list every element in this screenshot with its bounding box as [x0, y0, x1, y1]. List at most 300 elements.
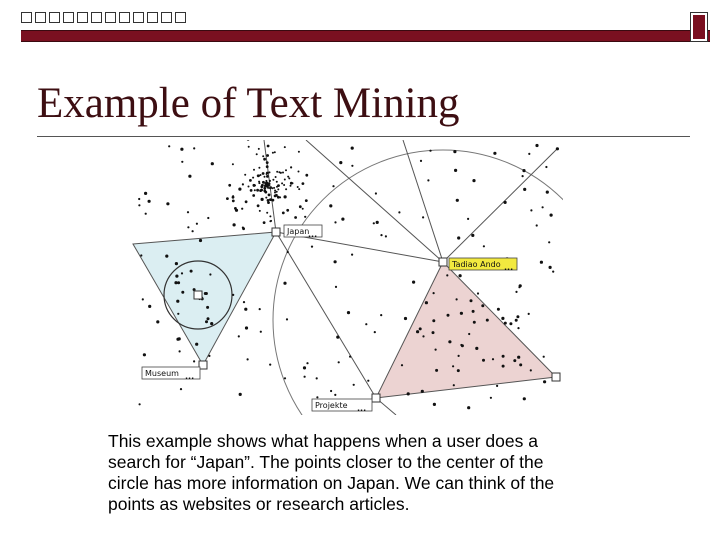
data-point	[277, 184, 280, 187]
data-point	[432, 319, 435, 322]
data-point	[398, 211, 400, 213]
data-point	[233, 223, 236, 226]
data-point	[195, 343, 198, 346]
data-point	[452, 365, 454, 367]
data-point	[276, 181, 278, 183]
data-point	[475, 347, 478, 350]
data-point	[335, 286, 337, 288]
data-point	[178, 337, 181, 340]
data-point	[425, 301, 428, 304]
data-point	[509, 322, 512, 325]
data-point	[351, 254, 353, 256]
data-point	[329, 204, 332, 207]
data-point	[373, 222, 375, 224]
data-point	[407, 392, 410, 395]
data-point	[294, 216, 297, 219]
data-point	[419, 327, 422, 330]
data-point	[272, 199, 275, 202]
data-point	[244, 174, 246, 176]
data-point	[447, 314, 450, 317]
museum-label-more: ...	[185, 372, 195, 381]
text-mining-diagram	[128, 140, 563, 415]
data-point	[304, 376, 306, 378]
data-point	[177, 313, 179, 315]
data-point	[196, 223, 198, 225]
data-point	[285, 188, 287, 190]
data-point	[420, 160, 422, 162]
data-point	[380, 234, 382, 236]
data-point	[188, 175, 191, 178]
data-point	[287, 251, 289, 253]
data-point	[249, 179, 252, 182]
data-point	[316, 377, 318, 379]
data-point	[285, 169, 287, 171]
data-point	[238, 335, 240, 337]
data-point	[148, 305, 151, 308]
data-point	[429, 150, 431, 152]
data-point	[175, 262, 178, 265]
data-point	[496, 385, 498, 387]
data-point	[375, 192, 377, 194]
data-point	[253, 184, 256, 187]
data-point	[461, 344, 464, 347]
data-point	[274, 190, 276, 192]
data-point	[262, 172, 265, 175]
data-point	[349, 356, 351, 358]
data-point	[341, 218, 344, 221]
data-point	[148, 200, 151, 203]
slide-caption: This example shows what happens when a user does a search for “Japan”. The points closer to the center of the circle has more information on Japan. We can think of the points as websites or research articles.	[108, 431, 555, 514]
data-point	[286, 209, 289, 212]
text-mining-figure	[128, 140, 563, 415]
data-point	[433, 292, 435, 294]
data-point	[422, 335, 424, 337]
data-point	[165, 255, 168, 258]
data-point	[334, 394, 336, 396]
data-point	[481, 304, 484, 307]
decorative-square	[105, 12, 116, 23]
data-point	[260, 174, 262, 176]
data-point	[435, 349, 437, 351]
data-point	[454, 169, 457, 172]
data-point	[272, 179, 274, 181]
data-point	[284, 377, 286, 379]
data-point	[179, 350, 181, 352]
data-point	[543, 356, 545, 358]
data-point	[298, 151, 300, 153]
data-point	[456, 199, 459, 202]
projekte-label	[312, 399, 372, 413]
museum-center-node	[194, 291, 202, 299]
data-point	[548, 241, 550, 243]
data-point	[283, 282, 286, 285]
data-point	[269, 187, 271, 189]
data-point	[269, 171, 271, 173]
data-point	[145, 213, 147, 215]
data-point	[209, 273, 211, 275]
data-point	[433, 403, 436, 406]
data-point	[263, 221, 266, 224]
data-point	[330, 390, 332, 392]
data-point	[181, 161, 183, 163]
title-bar-stripe	[21, 30, 710, 42]
data-point	[175, 275, 178, 278]
data-point	[502, 365, 505, 368]
data-point	[274, 195, 277, 198]
corner-node	[552, 373, 560, 381]
data-point	[502, 355, 505, 358]
top-decoration	[0, 0, 720, 44]
data-point	[248, 146, 250, 148]
data-point	[190, 270, 193, 273]
data-point	[281, 182, 283, 184]
data-point	[334, 260, 337, 263]
data-point	[267, 145, 270, 148]
data-point	[515, 291, 517, 293]
data-point	[523, 188, 526, 191]
data-point	[332, 185, 334, 187]
data-point	[376, 221, 379, 224]
data-point	[138, 204, 140, 206]
data-point	[517, 327, 519, 329]
data-point	[282, 172, 284, 174]
japan-label	[284, 225, 322, 239]
data-point	[142, 298, 144, 300]
data-point	[493, 152, 496, 155]
data-point	[238, 188, 241, 191]
data-point	[252, 177, 254, 179]
data-point	[260, 331, 262, 333]
decorative-square	[49, 12, 60, 23]
data-point	[347, 311, 350, 314]
data-point	[298, 188, 300, 190]
data-point	[401, 364, 403, 366]
japan-label-more: ...	[308, 230, 318, 239]
data-point	[516, 315, 519, 318]
data-point	[252, 194, 255, 197]
data-point	[232, 294, 234, 296]
tadiao-node	[439, 258, 447, 266]
data-point	[385, 235, 387, 237]
decorative-squares	[21, 12, 189, 23]
data-point	[453, 384, 455, 386]
data-point	[297, 186, 299, 188]
data-point	[380, 314, 382, 316]
data-point	[264, 176, 266, 178]
data-point	[279, 196, 281, 198]
data-point	[416, 330, 419, 333]
data-point	[242, 183, 244, 185]
data-point	[412, 281, 415, 284]
data-point	[269, 364, 271, 366]
museum-label-text: Museum	[145, 369, 179, 378]
data-point	[192, 230, 194, 232]
data-point	[303, 366, 306, 369]
data-point	[473, 321, 476, 324]
data-point	[242, 227, 244, 229]
data-point	[459, 274, 462, 277]
data-point	[272, 152, 274, 154]
decorative-square	[63, 12, 74, 23]
data-point	[374, 331, 376, 333]
data-point	[187, 211, 189, 213]
data-point	[244, 308, 247, 311]
japan-label-text: Japan	[287, 227, 310, 236]
data-point	[468, 333, 470, 335]
data-point	[262, 181, 265, 184]
data-point	[267, 187, 269, 189]
data-point	[288, 177, 290, 179]
data-point	[207, 217, 209, 219]
data-point	[497, 308, 500, 311]
data-point	[302, 182, 305, 185]
data-point	[286, 318, 288, 320]
data-point	[367, 380, 369, 382]
data-point	[334, 221, 336, 223]
data-point	[258, 167, 260, 169]
data-point	[258, 182, 260, 184]
data-point	[193, 147, 195, 149]
data-point	[269, 199, 271, 201]
data-point	[422, 216, 424, 218]
data-point	[232, 163, 234, 165]
data-point	[299, 205, 302, 208]
data-point	[365, 323, 367, 325]
data-point	[270, 220, 272, 222]
data-point	[273, 187, 275, 189]
data-point	[277, 188, 279, 190]
data-point	[156, 320, 159, 323]
museum-label	[142, 367, 200, 381]
data-point	[256, 153, 258, 155]
data-point	[421, 390, 424, 393]
projekte-node	[372, 394, 380, 402]
data-point	[253, 169, 255, 171]
data-point	[256, 189, 259, 192]
data-point	[522, 175, 524, 177]
data-point	[457, 369, 460, 372]
data-point	[205, 320, 208, 323]
slide-title: Example of Text Mining	[37, 80, 460, 127]
decorative-square	[147, 12, 158, 23]
data-point	[262, 155, 264, 157]
tadiao-label-text: Tadiao Ando	[452, 260, 501, 269]
data-point	[282, 212, 285, 215]
data-point	[504, 322, 507, 325]
data-point	[284, 179, 286, 181]
data-point	[263, 158, 266, 161]
data-point	[460, 312, 463, 315]
data-point	[528, 153, 530, 155]
data-point	[248, 186, 250, 188]
data-point	[266, 175, 269, 178]
decorative-square	[161, 12, 172, 23]
data-point	[546, 191, 549, 194]
data-point	[535, 144, 538, 147]
data-point	[504, 201, 507, 204]
data-point	[143, 353, 146, 356]
data-point	[268, 194, 271, 197]
data-point	[316, 396, 318, 398]
data-point	[513, 359, 516, 362]
data-point	[448, 340, 451, 343]
data-point	[284, 195, 287, 198]
data-point	[353, 384, 355, 386]
data-point	[311, 246, 313, 248]
data-point	[235, 209, 238, 212]
data-point	[274, 151, 276, 153]
data-point	[467, 406, 470, 409]
data-point	[259, 308, 261, 310]
data-point	[199, 239, 202, 242]
data-point	[211, 162, 214, 165]
data-point	[139, 403, 141, 405]
data-point	[522, 169, 525, 172]
data-point	[545, 166, 547, 168]
data-point	[210, 322, 213, 325]
data-point	[453, 150, 456, 153]
data-point	[486, 319, 489, 322]
data-point	[144, 192, 147, 195]
data-point	[207, 317, 210, 320]
data-point	[467, 218, 469, 220]
data-point	[204, 292, 207, 295]
data-point	[517, 356, 520, 359]
data-point	[265, 180, 267, 182]
data-point	[304, 216, 306, 218]
decorative-square	[35, 12, 46, 23]
data-point	[245, 200, 248, 203]
data-point	[302, 208, 304, 210]
decorative-square	[21, 12, 32, 23]
data-point	[276, 171, 278, 173]
data-point	[208, 355, 210, 357]
data-point	[492, 358, 494, 360]
data-point	[472, 310, 475, 313]
data-point	[471, 234, 474, 237]
data-point	[265, 197, 267, 199]
data-point	[176, 300, 179, 303]
data-point	[290, 185, 292, 187]
projekte-label-text: Projekte	[315, 401, 348, 410]
data-point	[432, 331, 435, 334]
data-point	[193, 360, 195, 362]
data-point	[404, 317, 407, 320]
tadiao-label	[449, 258, 517, 272]
data-point	[266, 165, 269, 168]
data-point	[138, 198, 140, 200]
data-point	[457, 236, 460, 239]
title-divider	[37, 136, 690, 137]
data-point	[518, 286, 520, 288]
data-point	[483, 245, 485, 247]
data-point	[338, 361, 340, 363]
data-point	[556, 147, 559, 150]
data-point	[274, 192, 276, 194]
data-point	[523, 397, 526, 400]
data-point	[271, 187, 273, 189]
data-point	[427, 179, 429, 181]
data-point	[519, 363, 522, 366]
data-point	[470, 299, 473, 302]
data-point	[530, 369, 532, 371]
data-point	[292, 182, 294, 184]
data-point	[269, 215, 271, 217]
data-point	[305, 199, 308, 202]
data-point	[472, 179, 475, 182]
decorative-end-square	[690, 12, 708, 42]
data-point	[549, 266, 552, 269]
data-point	[260, 185, 263, 188]
japan-node	[272, 228, 280, 236]
data-point	[267, 199, 270, 202]
data-point	[259, 210, 261, 212]
data-point	[206, 306, 209, 309]
data-point	[458, 355, 460, 357]
data-point	[287, 176, 289, 178]
data-point	[168, 145, 170, 147]
data-point	[540, 261, 543, 264]
data-point	[232, 200, 235, 203]
data-point	[267, 184, 269, 186]
data-point	[228, 184, 231, 187]
data-point	[351, 165, 353, 167]
decorative-square	[77, 12, 88, 23]
data-point	[266, 212, 268, 214]
data-point	[305, 174, 308, 177]
data-point	[490, 397, 492, 399]
data-point	[257, 204, 260, 207]
data-point	[250, 189, 253, 192]
decorative-square	[119, 12, 130, 23]
data-point	[180, 148, 183, 151]
projekte-label-more: ...	[357, 404, 367, 413]
data-point	[530, 209, 532, 211]
data-point	[456, 298, 458, 300]
data-point	[254, 189, 256, 191]
decorative-square	[175, 12, 186, 23]
data-point	[243, 301, 245, 303]
data-point	[298, 171, 300, 173]
data-point	[275, 176, 277, 178]
data-point	[536, 224, 538, 226]
data-point	[266, 173, 268, 175]
data-point	[187, 226, 189, 228]
data-point	[482, 359, 485, 362]
data-point	[239, 393, 242, 396]
data-point	[263, 187, 266, 190]
data-point	[226, 197, 229, 200]
data-point	[266, 154, 269, 157]
data-point	[264, 185, 266, 187]
data-point	[550, 214, 553, 217]
data-point	[528, 313, 530, 315]
data-point	[280, 172, 282, 174]
data-point	[181, 291, 184, 294]
data-point	[245, 326, 248, 329]
data-point	[140, 254, 142, 256]
data-point	[283, 184, 285, 186]
data-point	[264, 191, 267, 194]
data-point	[261, 198, 264, 201]
data-point	[351, 147, 354, 150]
data-point	[166, 202, 169, 205]
data-point	[542, 206, 544, 208]
data-point	[336, 336, 339, 339]
data-point	[339, 161, 342, 164]
data-point	[290, 166, 292, 168]
data-point	[284, 146, 286, 148]
